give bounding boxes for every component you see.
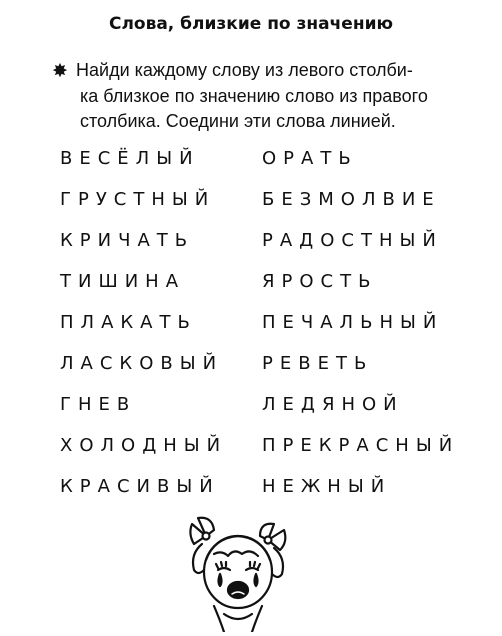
left-word[interactable]: ГНЕВ xyxy=(60,394,137,415)
star-bullet-icon: ✸ xyxy=(52,61,68,82)
instruction-line-3: столбика. Соедини эти слова линией. xyxy=(80,111,396,131)
instruction-text xyxy=(52,58,472,134)
left-word[interactable]: КРАСИВЫЙ xyxy=(60,476,220,497)
instruction-line-2: ка близкое по значению слово из правого xyxy=(80,86,428,106)
left-word[interactable]: ЛАСКОВЫЙ xyxy=(60,353,224,374)
right-word[interactable]: ЯРОСТЬ xyxy=(262,271,378,292)
right-word[interactable]: ОРАТЬ xyxy=(262,148,358,169)
right-word[interactable]: БЕЗМОЛВИЕ xyxy=(262,189,441,210)
crying-girl-icon xyxy=(184,510,294,632)
left-word[interactable]: ПЛАКАТЬ xyxy=(60,312,197,333)
page-title: Слова, близкие по значению xyxy=(108,14,394,34)
left-word[interactable]: КРИЧАТЬ xyxy=(60,230,195,251)
left-word[interactable]: ГРУСТНЫЙ xyxy=(60,189,216,210)
right-word[interactable]: РЕВЕТЬ xyxy=(262,353,374,374)
left-word[interactable]: ВЕСЁЛЫЙ xyxy=(60,148,200,169)
right-word[interactable]: ПРЕКРАСНЫЙ xyxy=(262,435,460,456)
right-word[interactable]: ЛЕДЯНОЙ xyxy=(262,394,404,415)
right-word[interactable]: РАДОСТНЫЙ xyxy=(262,230,443,251)
left-word[interactable]: ХОЛОДНЫЙ xyxy=(60,435,228,456)
left-word[interactable]: ТИШИНА xyxy=(60,271,186,292)
right-word[interactable]: ПЕЧАЛЬНЫЙ xyxy=(262,312,444,333)
instruction-line-1: Найди каждому слову из левого столби- xyxy=(76,60,413,80)
right-word[interactable]: НЕЖНЫЙ xyxy=(262,476,392,497)
